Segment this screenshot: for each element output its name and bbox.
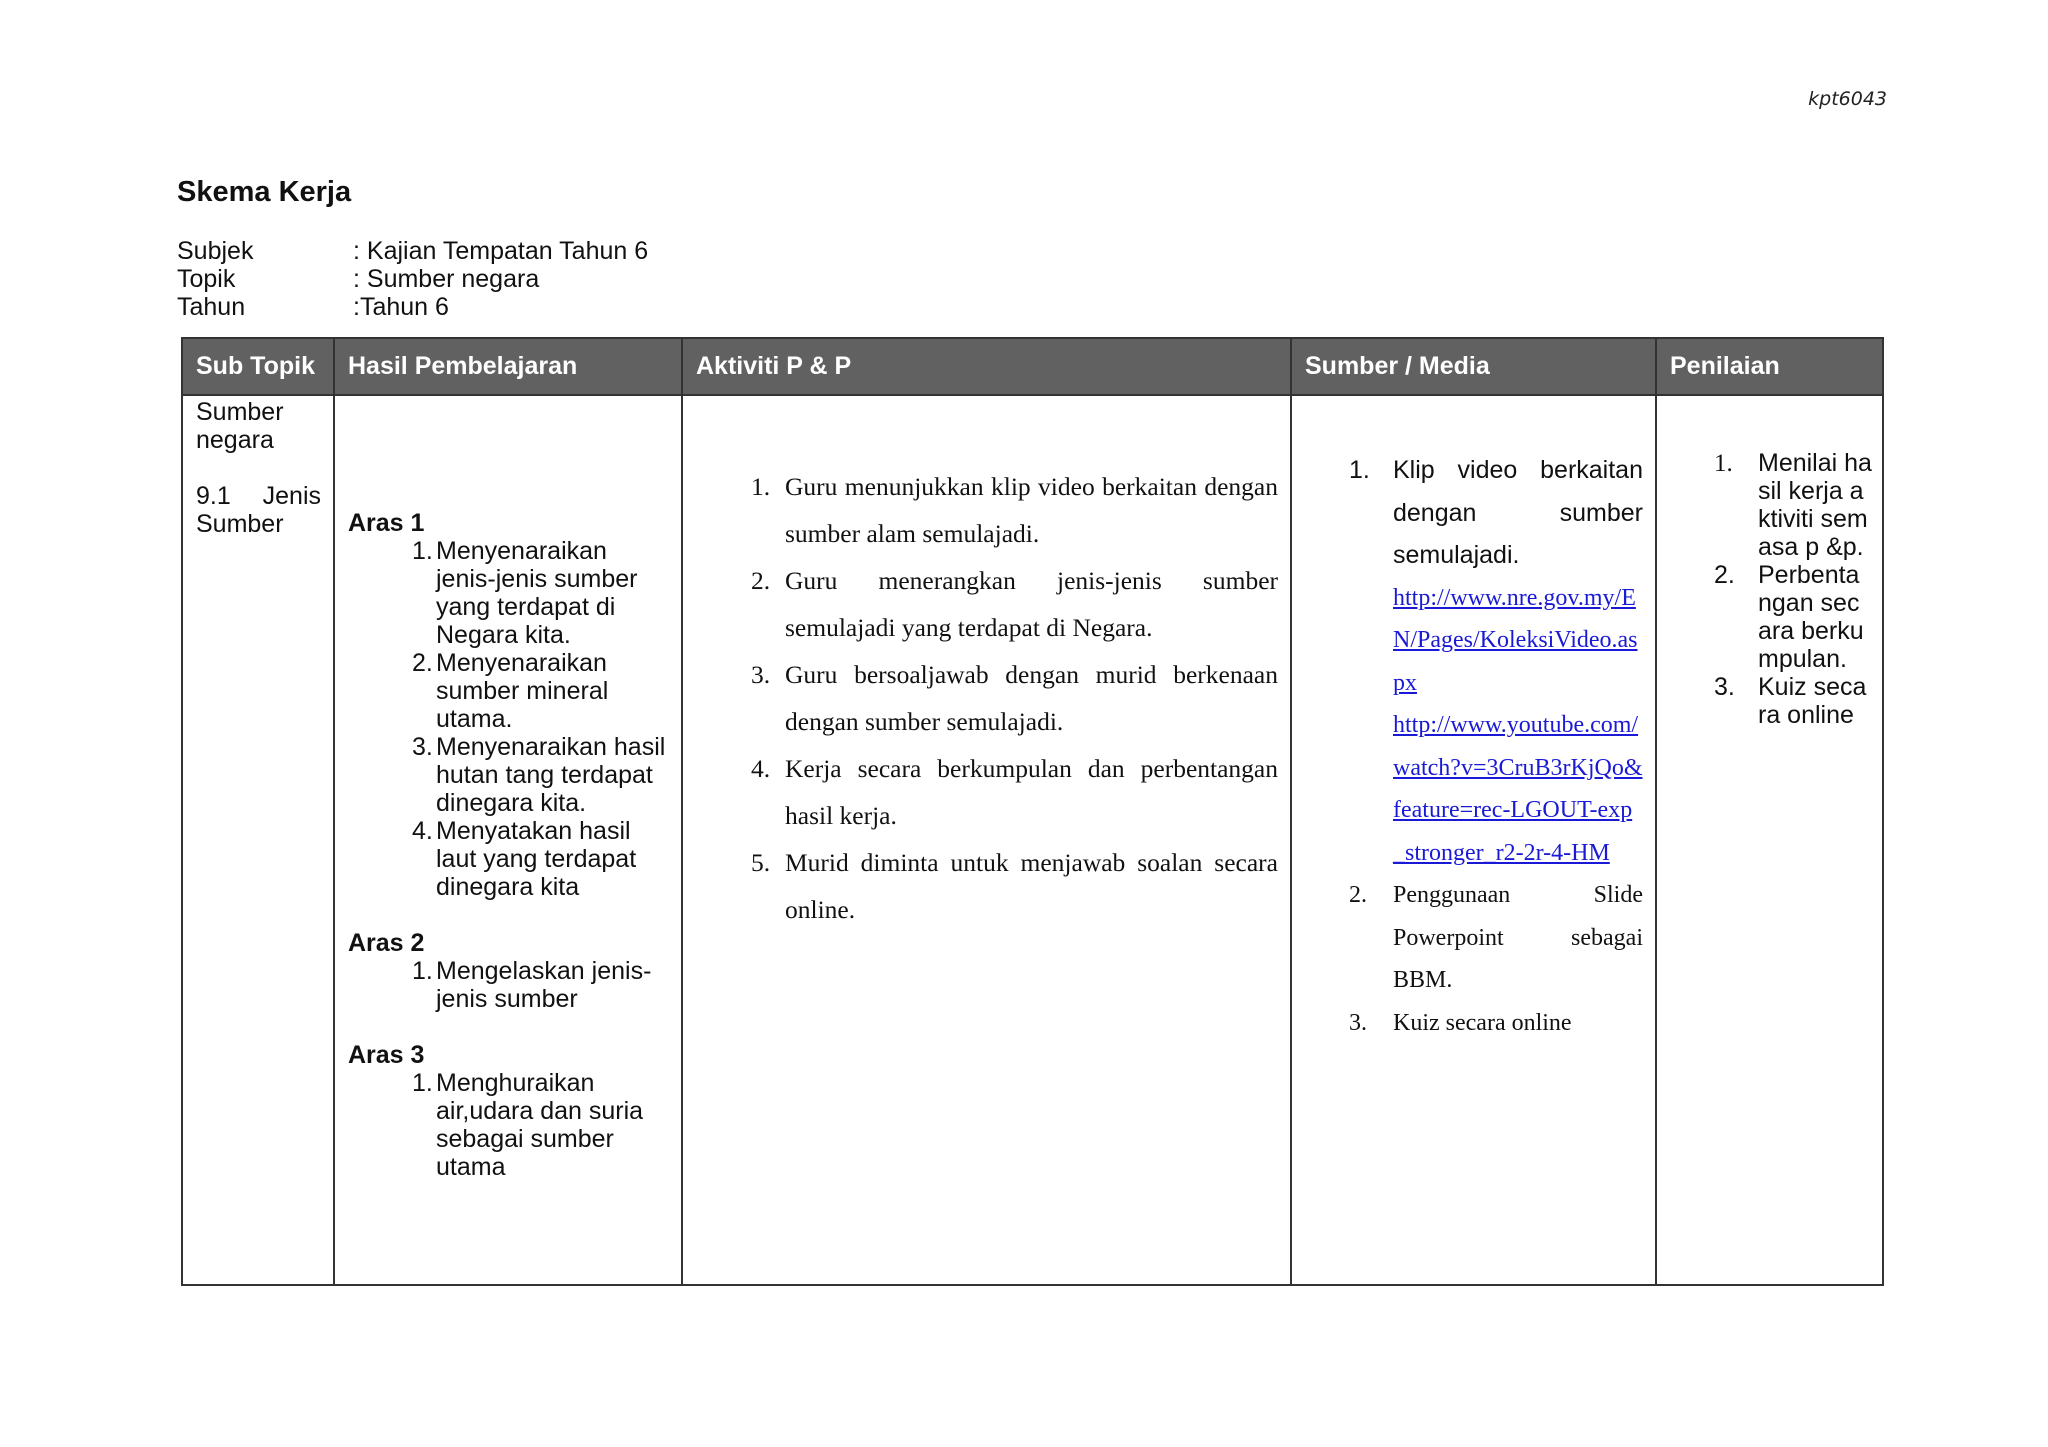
link-youtube-video[interactable]: http://www.youtube.com/watch?v=3CruB3rKjQo&feature=rec-LGOUT-exp_stronger_r2-2r-4-HM bbox=[1393, 712, 1643, 866]
aras-3-list bbox=[348, 1069, 669, 1181]
list-item: 2. Perbentangan secara berkumpulan. bbox=[1714, 561, 1864, 673]
list-item: 3. Menyenaraikan hasil hutan tang terdapat dinegara kita. bbox=[412, 733, 666, 817]
document-code: kpt6043 bbox=[1808, 88, 1887, 110]
aktiviti-list bbox=[683, 463, 1278, 933]
list-item: 1. Menilai hasil kerja aktiviti semasa p &p. bbox=[1714, 449, 1872, 561]
list-item: 1. Klip video berkaitan dengan sumber semulajadi. http://www.nre.gov.my/EN/Pages/KoleksiVideo.aspx http://www.youtube.com/watch?v=3CruB3rKjQo&feature=rec-LGOUT-exp_stronger_r2-2r-4-HM bbox=[1292, 449, 1643, 874]
column-header-aktiviti: Aktiviti P & P bbox=[682, 338, 1291, 395]
subtopik-subheading: 9.1 Jenis Sumber bbox=[196, 482, 321, 538]
list-item: 2. Penggunaan Slide Powerpoint sebagai BBM. bbox=[1349, 882, 1643, 993]
aras-1-heading: Aras 1 bbox=[348, 509, 425, 537]
link-nre-video[interactable]: http://www.nre.gov.my/EN/Pages/KoleksiVideo.aspx bbox=[1393, 584, 1638, 696]
meta-value: :Tahun 6 bbox=[353, 293, 449, 321]
meta-row-subjek bbox=[177, 237, 648, 265]
list-item: 1. Mengelaskan jenis-jenis sumber bbox=[412, 957, 652, 1013]
column-header-penilaian: Penilaian bbox=[1656, 338, 1883, 395]
meta-label: Tahun bbox=[177, 293, 246, 321]
column-header-hasil-pembelajaran: Hasil Pembelajaran bbox=[334, 338, 682, 395]
penilaian-list bbox=[1657, 449, 1872, 729]
column-header-sub-topik: Sub Topik bbox=[182, 338, 334, 395]
cell-hasil-pembelajaran bbox=[334, 395, 682, 1285]
list-item: 2. Menyenaraikan sumber mineral utama. bbox=[412, 649, 609, 733]
list-item: 3. Guru bersoaljawab dengan murid berkenaan dengan sumber semulajadi. bbox=[751, 660, 1278, 736]
document-meta bbox=[177, 237, 648, 321]
aras-2-heading: Aras 2 bbox=[348, 929, 425, 957]
meta-label: Topik bbox=[177, 265, 236, 293]
cell-penilaian bbox=[1656, 395, 1883, 1285]
page-title: Skema Kerja bbox=[177, 176, 352, 208]
aras-2-list bbox=[348, 957, 669, 1013]
list-item: 1. Guru menunjukkan klip video berkaitan dengan sumber alam semulajadi. bbox=[751, 472, 1278, 548]
aras-2-block bbox=[348, 929, 669, 1013]
meta-row-topik bbox=[177, 265, 648, 293]
aras-1-block bbox=[348, 509, 669, 901]
list-item: 1. Menghuraikan air,udara dan suria sebagai sumber utama bbox=[412, 1069, 644, 1181]
list-item: 2. Guru menerangkan jenis-jenis sumber semulajadi yang terdapat di Negara. bbox=[751, 566, 1278, 642]
cell-aktiviti bbox=[682, 395, 1291, 1285]
subtopik-heading: Sumber negara bbox=[196, 398, 284, 454]
list-item: 4. Menyatakan hasil laut yang terdapat dinegara kita bbox=[412, 817, 637, 901]
meta-label: Subjek bbox=[177, 237, 254, 265]
cell-sumber-media bbox=[1291, 395, 1656, 1285]
aras-1-list bbox=[348, 537, 669, 901]
media-item-text: Klip video berkaitan dengan sumber semulajadi. bbox=[1393, 456, 1643, 569]
aras-3-heading: Aras 3 bbox=[348, 1041, 425, 1069]
list-item: 5. Murid diminta untuk menjawab soalan secara online. bbox=[751, 848, 1278, 924]
list-item: 3. Kuiz secara online bbox=[1714, 673, 1867, 729]
aras-3-block bbox=[348, 1041, 669, 1181]
list-item: 1. Menyenaraikan jenis-jenis sumber yang terdapat di Negara kita. bbox=[412, 537, 638, 649]
table-row bbox=[182, 395, 1883, 1285]
meta-value: : Kajian Tempatan Tahun 6 bbox=[353, 237, 649, 265]
media-list bbox=[1292, 449, 1643, 1044]
list-item: 3. Kuiz secara online bbox=[1349, 1009, 1572, 1036]
list-item: 4. Kerja secara berkumpulan dan perbentangan hasil kerja. bbox=[751, 754, 1278, 830]
scheme-table bbox=[181, 337, 1884, 1286]
meta-value: : Sumber negara bbox=[353, 265, 540, 293]
column-header-sumber-media: Sumber / Media bbox=[1291, 338, 1656, 395]
cell-sub-topik bbox=[182, 395, 334, 1285]
table-header-row bbox=[182, 338, 1883, 395]
meta-row-tahun bbox=[177, 293, 648, 321]
